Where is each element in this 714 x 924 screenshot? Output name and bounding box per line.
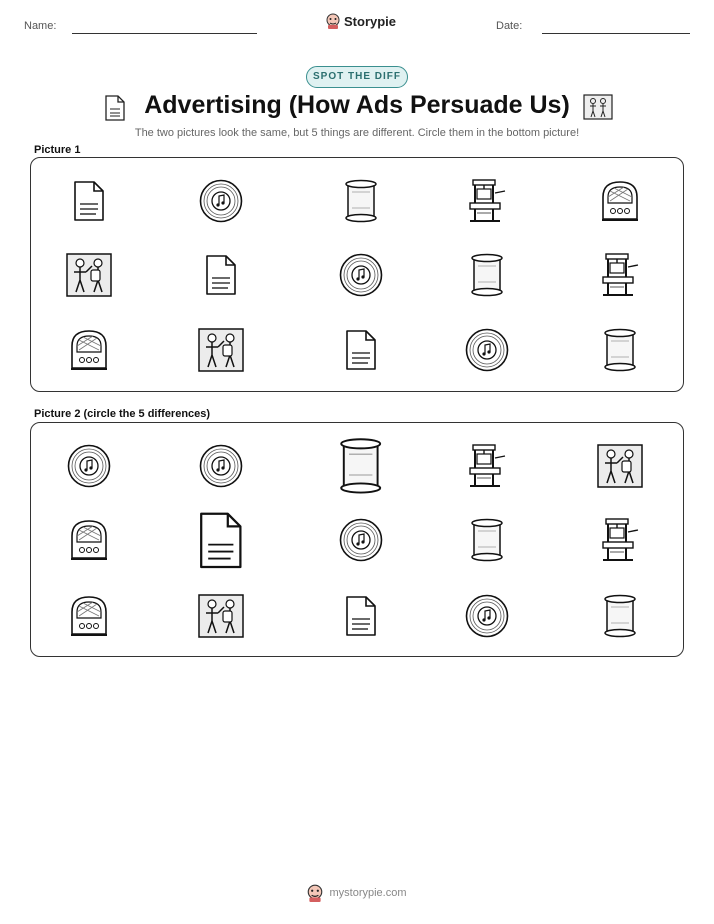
- printing-press-icon[interactable]: [457, 436, 517, 496]
- picture1-label: Picture 1: [34, 144, 81, 156]
- brand-name: Storypie: [344, 13, 397, 29]
- scroll-icon: [457, 245, 517, 305]
- vinyl-record-icon[interactable]: [457, 586, 517, 646]
- footer-url: mystorypie.com: [329, 887, 407, 899]
- name-line[interactable]: [72, 33, 257, 34]
- picture2-label: Picture 2 (circle the 5 differences): [34, 408, 211, 420]
- title-gladiators-icon: [583, 94, 613, 125]
- document-icon: [191, 245, 251, 305]
- date-line[interactable]: [542, 33, 690, 34]
- document-icon[interactable]: [331, 586, 391, 646]
- scroll-icon[interactable]: [590, 586, 650, 646]
- vinyl-record-icon[interactable]: [191, 436, 251, 496]
- vinyl-record-icon: [331, 245, 391, 305]
- document-icon[interactable]: [179, 498, 263, 582]
- date-label: Date:: [496, 20, 523, 32]
- radio-icon[interactable]: [59, 510, 119, 570]
- page-title: Advertising (How Ads Persuade Us): [144, 91, 570, 119]
- printing-press-icon[interactable]: [590, 510, 650, 570]
- instructions: The two pictures look the same, but 5 things are different. Circle them in the bottom picture!: [134, 127, 580, 139]
- scroll-icon: [590, 320, 650, 380]
- name-label: Name:: [24, 20, 57, 32]
- vinyl-record-icon: [457, 320, 517, 380]
- scroll-icon: [331, 171, 391, 231]
- gladiators-poster-icon: [59, 245, 119, 305]
- spot-the-diff-badge: SPOT THE DIFF: [306, 66, 408, 88]
- printing-press-icon: [590, 245, 650, 305]
- scroll-icon[interactable]: [322, 427, 400, 505]
- brand-logo: [326, 13, 396, 29]
- vinyl-record-icon[interactable]: [59, 436, 119, 496]
- document-icon: [59, 171, 119, 231]
- gladiators-poster-icon: [191, 320, 251, 380]
- scroll-icon[interactable]: [457, 510, 517, 570]
- vinyl-record-icon[interactable]: [331, 510, 391, 570]
- gladiators-poster-icon[interactable]: [191, 586, 251, 646]
- printing-press-icon: [457, 171, 517, 231]
- storypie-mascot-icon: [307, 884, 323, 902]
- radio-icon: [59, 320, 119, 380]
- radio-icon[interactable]: [59, 586, 119, 646]
- radio-icon: [590, 171, 650, 231]
- footer: [0, 884, 714, 902]
- gladiators-poster-icon[interactable]: [590, 436, 650, 496]
- document-icon: [331, 320, 391, 380]
- vinyl-record-icon: [191, 171, 251, 231]
- storypie-mascot-icon: [326, 13, 340, 29]
